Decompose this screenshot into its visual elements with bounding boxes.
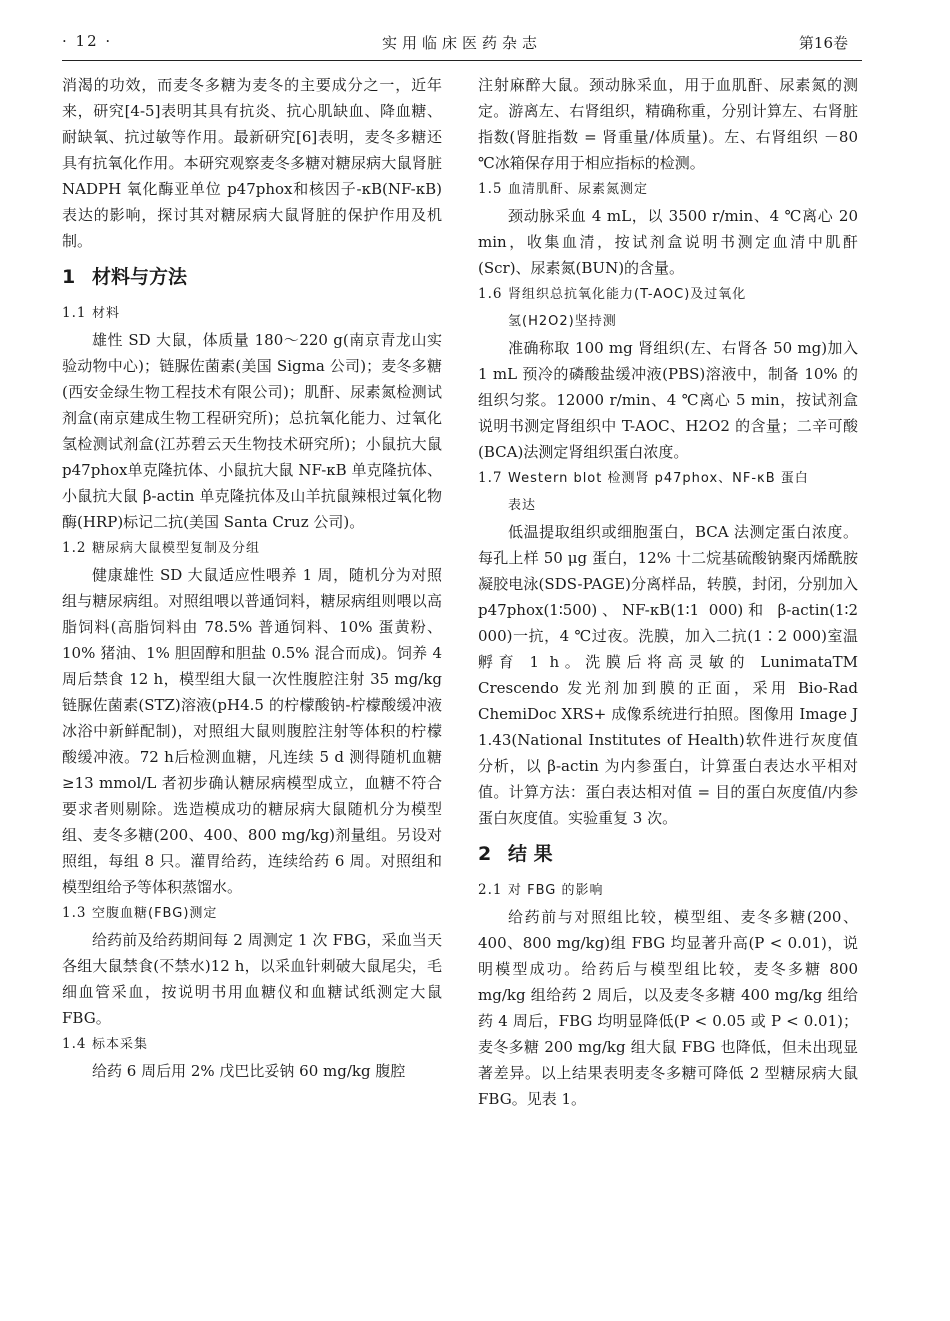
intro-paragraph: 消渴的功效，而麦冬多糖为麦冬的主要成分之一，近年来，研究[4-5]表明其具有抗炎、抗心肌缺血、降血糖、耐缺氧、抗过敏等作用。最新研究[6]表明，麦冬多糖还具有抗氧化作用。本研究观察麦冬多糖对糖尿病大鼠肾脏 NADPH 氧化酶亚单位 p47phox和核因子-κB(NF-κB)表达的影响，探讨其对糖尿病大鼠肾脏的保护作用及机制。 [62, 76, 442, 250]
section-2-heading [478, 831, 858, 877]
heading-title: 材料 [92, 306, 121, 321]
right-column [478, 72, 858, 1112]
heading-title-line-1: 肾组织总抗氧化能力(T-AOC)及过氧化 [508, 287, 747, 302]
paragraph-1-1: 雄性 SD 大鼠，体质量 180～220 g(南京青龙山实验动物中心)；链脲佐菌素(美国 Sigma 公司)；麦冬多糖(西安金绿生物工程技术有限公司)；肌酐、尿素氮检测试剂盒(南京建成生物工程研究所)；总抗氧化能力、过氧化氢检测试剂盒(江苏碧云天生物技术研究所)；小鼠抗大鼠 p47phox单克隆抗体、小鼠抗大鼠 NF-κB 单克隆抗体、小鼠抗大鼠 β-actin 单克隆抗体及山羊抗鼠辣根过氧化物酶(HRP)标记二抗(美国 Santa Cruz 公司)。 [62, 331, 442, 531]
page-number: · 12 · [62, 32, 113, 50]
heading-title: 对 FBG 的影响 [508, 883, 604, 898]
heading-number: 1.6 [478, 286, 503, 302]
heading-1-5 [478, 176, 858, 203]
heading-title: 空腹血糖(FBG)测定 [92, 906, 218, 921]
heading-2-1 [478, 877, 858, 904]
heading-1-6 [478, 281, 858, 335]
paragraph-1-5: 颈动脉采血 4 mL，以 3500 r/min、4 ℃离心 20 min，收集血清，按试剂盒说明书测定血清中肌酐(Scr)、尿素氮(BUN)的含量。 [478, 207, 858, 277]
heading-number: 2.1 [478, 882, 503, 898]
heading-1-2 [62, 535, 442, 562]
volume-label: 第16卷 [798, 34, 848, 52]
heading-1-3 [62, 900, 442, 927]
paragraph-1-4-continued: 注射麻醉大鼠。颈动脉采血，用于血肌酐、尿素氮的测定。游离左、右肾组织，精确称重，分别计算左、右肾脏指数(肾脏指数 = 肾重量/体质量)。左、右肾组织 －80 ℃冰箱保存用于相应指标的检测。 [478, 76, 858, 172]
heading-title: 标本采集 [92, 1037, 149, 1052]
section-number: 2 [478, 843, 492, 865]
section-title: 材料与方法 [92, 266, 188, 288]
heading-number: 1.5 [478, 181, 503, 197]
section-title: 结 果 [508, 843, 553, 865]
section-number: 1 [62, 266, 76, 288]
paragraph-1-3: 给药前及给药期间每 2 周测定 1 次 FBG，采血当天各组大鼠禁食(不禁水)12 h，以采血针刺破大鼠尾尖，毛细血管采血，按说明书用血糖仪和血糖试纸测定大鼠 FBG。 [62, 931, 442, 1027]
heading-number: 1.7 [478, 470, 503, 486]
heading-title-line-2: 表达 [508, 498, 537, 513]
heading-number: 1.4 [62, 1036, 87, 1052]
heading-title: 糖尿病大鼠模型复制及分组 [92, 541, 261, 556]
heading-1-7 [478, 465, 858, 519]
left-column [62, 72, 442, 1084]
heading-1-1 [62, 300, 442, 327]
paragraph-1-4: 给药 6 周后用 2% 戊巴比妥钠 60 mg/kg 腹腔 [92, 1062, 406, 1080]
heading-number: 1.3 [62, 905, 87, 921]
heading-title-line-2: 氢(H2O2)坚持测 [508, 314, 617, 329]
paragraph-1-7: 低温提取组织或细胞蛋白，BCA 法测定蛋白浓度。每孔上样 50 μg 蛋白，12% 十二烷基硫酸钠聚丙烯酰胺凝胶电泳(SDS-PAGE)分离样品，转膜，封闭，分别加入 p47phox(1∶500)、NF-κB(1∶1 000)和 β-actin(1∶2 000)一抗，4 ℃过夜。洗膜，加入二抗(1∶2 000)室温孵育 1 h。洗膜后将高灵敏的 LunimataTM Crescendo 发光剂加到膜的正面，采用 Bio-Rad ChemiDoc XRS+ 成像系统进行拍照。图像用 Image J 1.43(National Institutes of Health)软件进行灰度值分析，以 β-actin 为内参蛋白，计算蛋白表达水平相对值。计算方法：蛋白表达相对值 = 目的蛋白灰度值/内参蛋白灰度值。实验重复 3 次。 [478, 523, 858, 827]
header-rule [62, 60, 862, 61]
paragraph-2-1: 给药前与对照组比较，模型组、麦冬多糖(200、400、800 mg/kg)组 FBG 均显著升高(P < 0.01)，说明模型成功。给药后与模型组比较，麦冬多糖 800 mg/kg 组给药 2 周后，以及麦冬多糖 400 mg/kg 组给药 4 周后，FBG 均明显降低(P < 0.05 或 P < 0.01)；麦冬多糖 200 mg/kg 组大鼠 FBG 也降低，但未出现显著差异。以上结果表明麦冬多糖可降低 2 型糖尿病大鼠 FBG。见表 1。 [478, 908, 858, 1108]
heading-title: 血清肌酐、尿素氮测定 [508, 182, 649, 197]
heading-number: 1.2 [62, 540, 87, 556]
paragraph-1-6: 准确称取 100 mg 肾组织(左、右肾各 50 mg)加入 1 mL 预冷的磷酸盐缓冲液(PBS)溶液中，制备 10% 的组织匀浆。12000 r/min、4 ℃离心 5 min，按试剂盒说明书测定肾组织中 T-AOC、H2O2 的含量；二辛可酸(BCA)法测定肾组织蛋白浓度。 [478, 339, 858, 461]
heading-number: 1.1 [62, 305, 87, 321]
paragraph-1-2: 健康雄性 SD 大鼠适应性喂养 1 周，随机分为对照组与糖尿病组。对照组喂以普通饲料，糖尿病组则喂以高脂饲料(高脂饲料由 78.5% 普通饲料、10% 蛋黄粉、10% 猪油、1% 胆固醇和胆盐 0.5% 混合而成)。饲养 4 周后禁食 12 h，模型组大鼠一次性腹腔注射 35 mg/kg 链脲佐菌素(STZ)溶液(pH4.5 的柠檬酸钠-柠檬酸缓冲液冰浴中新鲜配制)，对照组大鼠则腹腔注射等体积的柠檬酸缓冲液。72 h后检测血糖，凡连续 5 d 测得随机血糖≥13 mmol/L 者初步确认糖尿病模型成立，血糖不符合要求者则剔除。选造模成功的糖尿病大鼠随机分为模型组、麦冬多糖(200、400、800 mg/kg)剂量组。另设对照组，每组 8 只。灌胃给药，连续给药 6 周。对照组和模型组给予等体积蒸馏水。 [62, 566, 442, 896]
page-header [62, 28, 862, 58]
journal-title: 实用临床医药杂志 [381, 34, 542, 52]
heading-1-4 [62, 1031, 442, 1058]
section-1-heading [62, 254, 442, 300]
heading-title-line-1: Western blot 检测肾 p47phox、NF-κB 蛋白 [508, 471, 809, 486]
